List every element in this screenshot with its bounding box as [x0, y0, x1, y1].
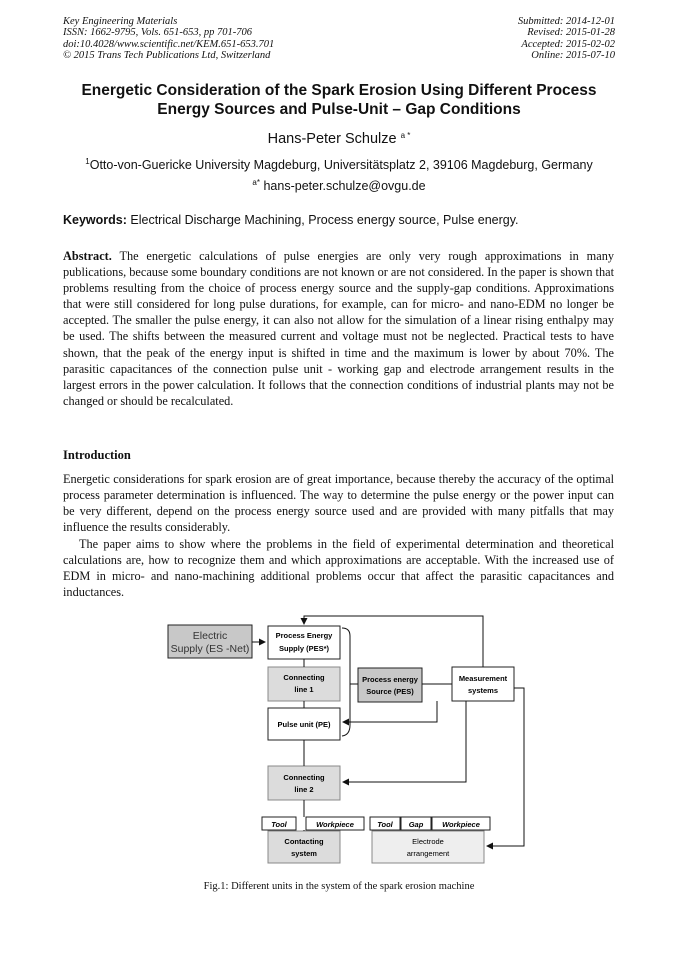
measurement-label-2: systems: [467, 686, 499, 695]
electrode-label-2: arrangement: [406, 849, 450, 858]
pulse-unit-label: Pulse unit (PE): [277, 720, 331, 729]
connecting-line-2-label-2: line 2: [294, 785, 314, 794]
measurement-label-1: Measurement: [458, 674, 508, 683]
pes-source-label-1: Process energy: [362, 675, 418, 684]
keywords-text: Electrical Discharge Machining, Process energy source, Pulse energy.: [130, 213, 519, 227]
intro-paragraph-2: The paper aims to show where the problems in the field of experimental determination and theoretical calculations are, how to recognize them and which approximations are acceptable. With the increased use of EDM in micro- and nano-machining additional problems occur that affect the parasitic capacitances and inductances.: [63, 537, 614, 600]
electrode-label-1: Electrode: [412, 837, 444, 846]
connecting-line-1-label-2: line 1: [294, 685, 314, 694]
paper-title-line-1: Energetic Consideration of the Spark Erosion Using Different Process: [81, 82, 597, 99]
affiliation-sup: 1: [85, 157, 90, 166]
journal-name: Key Engineering Materials: [63, 16, 178, 27]
pes-star-label-1: Process Energy: [275, 631, 333, 640]
section-heading-introduction: Introduction: [63, 448, 131, 462]
journal-doi: doi:10.4028/www.scientific.net/KEM.651-653.701: [63, 38, 275, 50]
journal-copyright: © 2015 Trans Tech Publications Ltd, Switzerland: [63, 49, 271, 61]
journal-issn: ISSN: 1662-9795, Vols. 651-653, pp 701-706: [63, 27, 252, 39]
intro-paragraph-1: Energetic considerations for spark erosion are of great importance, because thereby the accuracy of the optimal process parameter determination is influenced. The way to determine the pulse energy or the power input can be very different, depend on the process energy source used and are provided with many pitfalls that may influence the results considerably.: [63, 472, 614, 535]
connecting-line-1-label-1: Connecting: [283, 673, 325, 682]
revised-date: Revised: 2015-01-28: [527, 27, 615, 39]
workpiece-label-2: Workpiece: [442, 820, 480, 829]
keywords-label: Keywords:: [63, 213, 127, 227]
pes-source-label-2: Source (PES): [366, 687, 414, 696]
electrode-arrangement-box: [372, 831, 484, 863]
abstract-text: The energetic calculations of pulse energies are only very rough approximations in many publications, because some boundary conditions are not known or are not considered. In the paper is shown that problems resulting from the choice of process energy source and the supply-gap conditions. Approximations that were still considered for long pulse durations, for example, can for micro- and nano-EDM no longer be accepted. The smaller the pulse energy, it can also not allow for the simulation of a linear rising enthalpy may be used. The shifts between the measured current and voltage must not be neglected. Practical tests to have shown, that the peak of the energy input is shifted in time and the maximum is lower by about 70%. The parasitic capacitances of the connection pulse unit - working gap and electrode arrangement results in the largest errors in the power calculation. It follows that the connection conditions of industrial plants may not be changed or should be recalculated.: [63, 249, 614, 408]
electric-supply-label-2: Supply (ES -Net): [170, 643, 250, 655]
pes-star-label-2: Supply (PES*): [278, 644, 330, 653]
gap-label: Gap: [408, 820, 424, 829]
contacting-label-2: system: [291, 849, 317, 858]
author-sup: a *: [400, 131, 411, 140]
connecting-line-2-label-1: Connecting: [283, 773, 325, 782]
email-sup: a*: [252, 178, 260, 187]
electric-supply-label-1: Electric: [192, 630, 228, 642]
tool-label-1: Tool: [271, 820, 287, 829]
submitted-date: Submitted: 2014-12-01: [517, 16, 615, 27]
measurement-systems-box: [452, 667, 514, 701]
abstract-label: Abstract.: [63, 249, 112, 263]
paper-title-line-2: Energy Sources and Pulse-Unit – Gap Conditions: [157, 101, 521, 118]
figure-caption: Fig.1: Different units in the system of the spark erosion machine: [203, 881, 475, 892]
connecting-line-2-box: [268, 766, 340, 800]
affiliation-text: Otto-von-Guericke University Magdeburg, Universitätsplatz 2, 39106 Magdeburg, Germany: [89, 158, 593, 172]
pes-source-box: [358, 668, 422, 702]
author-name: Hans-Peter Schulze: [267, 131, 397, 147]
tool-label-2: Tool: [377, 820, 393, 829]
accepted-date: Accepted: 2015-02-02: [521, 38, 615, 50]
online-date: Online: 2015-07-10: [531, 49, 615, 61]
workpiece-label-1: Workpiece: [316, 820, 354, 829]
contacting-label-1: Contacting: [284, 837, 324, 846]
email-text: hans-peter.schulze@ovgu.de: [263, 179, 426, 193]
contacting-system-box: [268, 831, 340, 863]
